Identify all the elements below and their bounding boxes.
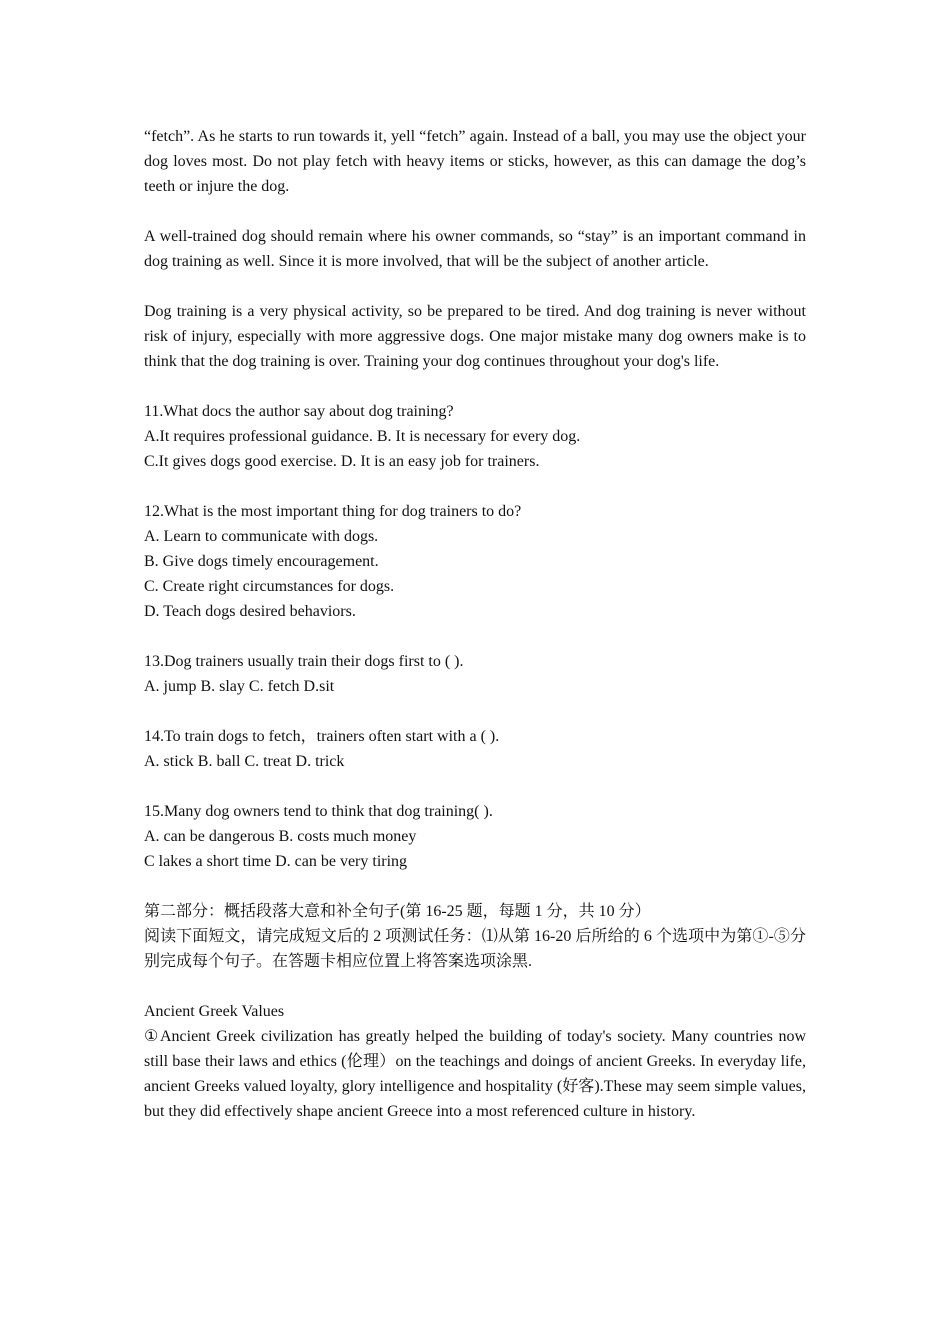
paragraph-stay: A well-trained dog should remain where his owner commands, so “stay” is an important command in dog training as well. Since it is more involved, that will be the subject of another article.: [144, 228, 806, 270]
spacer: [144, 199, 806, 224]
question-12-option-d: D. Teach dogs desired behaviors.: [144, 603, 356, 620]
question-12-option-b: B. Give dogs timely encouragement.: [144, 553, 379, 570]
spacer: [144, 374, 806, 399]
part2-instruction: 阅读下面短文，请完成短文后的 2 项测试任务：⑴从第 16-20 后所给的 6 个选项中为第①-⑤分别完成每个句子。在答题卡相应位置上将答案选项涂黑.: [144, 928, 806, 970]
part2-heading: 第二部分：概括段落大意和补全句子(第 16-25 题，每题 1 分，共 10 分）: [144, 903, 651, 920]
spacer: [144, 474, 806, 499]
question-14-options: A. stick B. ball C. treat D. trick: [144, 753, 345, 770]
paragraph-fetch: “fetch”. As he starts to run towards it, yell “fetch” again. Instead of a ball, you may use the object your dog loves most. Do not play fetch with heavy items or sticks, however, as this can damage the dog’s teeth or injure the dog.: [144, 128, 806, 195]
spacer: [144, 699, 806, 724]
passage-title: Ancient Greek Values: [144, 1003, 285, 1020]
spacer: [144, 874, 806, 899]
document-page: [144, 124, 806, 1124]
passage-paragraph-1: ①Ancient Greek civilization has greatly helped the building of today's society. Many countries now still base their laws and ethics (伦理）on the teachings and doings of ancient Greeks. In everyday life, ancient Greeks valued loyalty, glory intelligence and hospitality (好客).These may seem simple values, but they did effectively shape ancient Greece into a most referenced culture in history.: [144, 1028, 806, 1120]
question-11-stem: 11.What docs the author say about dog training?: [144, 403, 454, 420]
question-15-options-ab: A. can be dangerous B. costs much money: [144, 828, 417, 845]
spacer: [144, 624, 806, 649]
question-13-options: A. jump B. slay C. fetch D.sit: [144, 678, 335, 695]
spacer: [144, 774, 806, 799]
question-15-stem: 15.Many dog owners tend to think that dog training( ).: [144, 803, 493, 820]
paragraph-physical-activity: Dog training is a very physical activity, so be prepared to be tired. And dog training is never without risk of injury, especially with more aggressive dogs. One major mistake many dog owners make is to think that the dog training is over. Training your dog continues throughout your dog's life.: [144, 303, 806, 370]
question-13-stem: 13.Dog trainers usually train their dogs first to ( ).: [144, 653, 464, 670]
question-12-stem: 12.What is the most important thing for dog trainers to do?: [144, 503, 522, 520]
question-11-options-ab: A.It requires professional guidance. B. It is necessary for every dog.: [144, 428, 581, 445]
question-15-options-cd: C lakes a short time D. can be very tiring: [144, 853, 408, 870]
question-14-stem: 14.To train dogs to fetch，trainers often start with a ( ).: [144, 728, 500, 745]
question-11-options-cd: C.It gives dogs good exercise. D. It is an easy job for trainers.: [144, 453, 540, 470]
question-12-option-a: A. Learn to communicate with dogs.: [144, 528, 379, 545]
spacer: [144, 274, 806, 299]
spacer: [144, 974, 806, 999]
question-12-option-c: C. Create right circumstances for dogs.: [144, 578, 395, 595]
